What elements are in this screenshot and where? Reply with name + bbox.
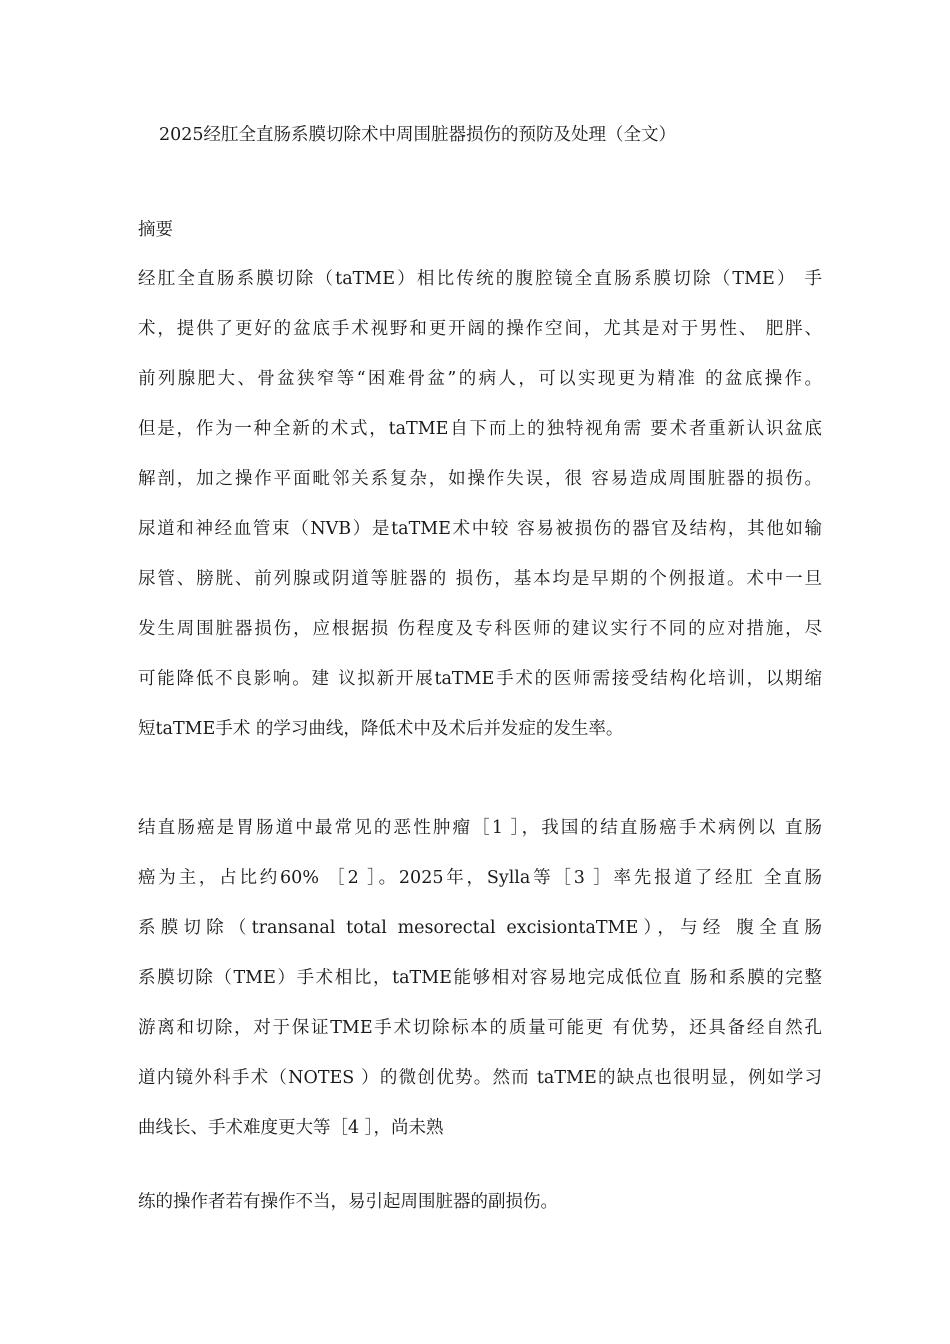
- text-line: 系膜切除（transanal total mesorectal excisiontaTME），与经 腹全直肠: [138, 918, 822, 938]
- body-paragraph: [138, 814, 822, 1164]
- document-title: 2025经肛全直肠系膜切除术中周围脏器损伤的预防及处理（全文）: [159, 125, 677, 145]
- text-line: 经肛全直肠系膜切除（taTME）相比传统的腹腔镜全直肠系膜切除（TME） 手: [138, 269, 822, 289]
- text-line: 短taTME手术 的学习曲线，降低术中及术后并发症的发生率。: [138, 719, 624, 739]
- text-line: 可能降低不良影响。建 议拟新开展taTME手术的医师需接受结构化培训，以期缩: [138, 669, 822, 689]
- text-line: 解剖，加之操作平面毗邻关系复杂，如操作失误，很 容易造成周围脏器的损伤。: [138, 469, 822, 489]
- text-line: 游离和切除，对于保证TME手术切除标本的质量可能更 有优势，还具备经自然孔: [138, 1018, 822, 1038]
- text-line: 前列腺肥大、骨盆狭窄等“困难骨盆”的病人，可以实现更为精准 的盆底操作。: [138, 369, 822, 389]
- text-line: 尿道和神经血管束（NVB）是taTME术中较 容易被损伤的器官及结构，其他如输: [138, 519, 822, 539]
- text-line: 尿管、膀胱、前列腺或阴道等脏器的 损伤，基本均是早期的个例报道。术中一旦: [138, 569, 822, 589]
- body-paragraph: [138, 1188, 822, 1238]
- text-line: 结直肠癌是胃肠道中最常见的恶性肿瘤［1 ］，我国的结直肠癌手术病例以 直肠: [138, 818, 822, 838]
- text-line: 发生周围脏器损伤，应根据损 伤程度及专科医师的建议实行不同的应对措施，尽: [138, 619, 822, 639]
- text-line: 曲线长、手术难度更大等［4 ］，尚未熟: [138, 1118, 444, 1138]
- text-line: 但是，作为一种全新的术式，taTME自下而上的独特视角需 要术者重新认识盆底: [138, 419, 822, 439]
- text-line: 术，提供了更好的盆底手术视野和更开阔的操作空间，尤其是对于男性、 肥胖、: [138, 319, 822, 339]
- text-line: 系膜切除（TME）手术相比，taTME能够相对容易地完成低位直 肠和系膜的完整: [138, 968, 822, 988]
- text-line: 道内镜外科手术（NOTES ）的微创优势。然而 taTME的缺点也很明显，例如学习: [138, 1068, 822, 1088]
- text-line: 练的操作者若有操作不当，易引起周围脏器的副损伤。: [138, 1192, 558, 1212]
- abstract-heading: 摘要: [138, 220, 173, 240]
- text-line: 癌为主，占比约60% ［2 ］。2025年，Sylla等［3 ］率先报道了经肛 全直肠: [138, 868, 822, 888]
- abstract-paragraph: [138, 265, 822, 765]
